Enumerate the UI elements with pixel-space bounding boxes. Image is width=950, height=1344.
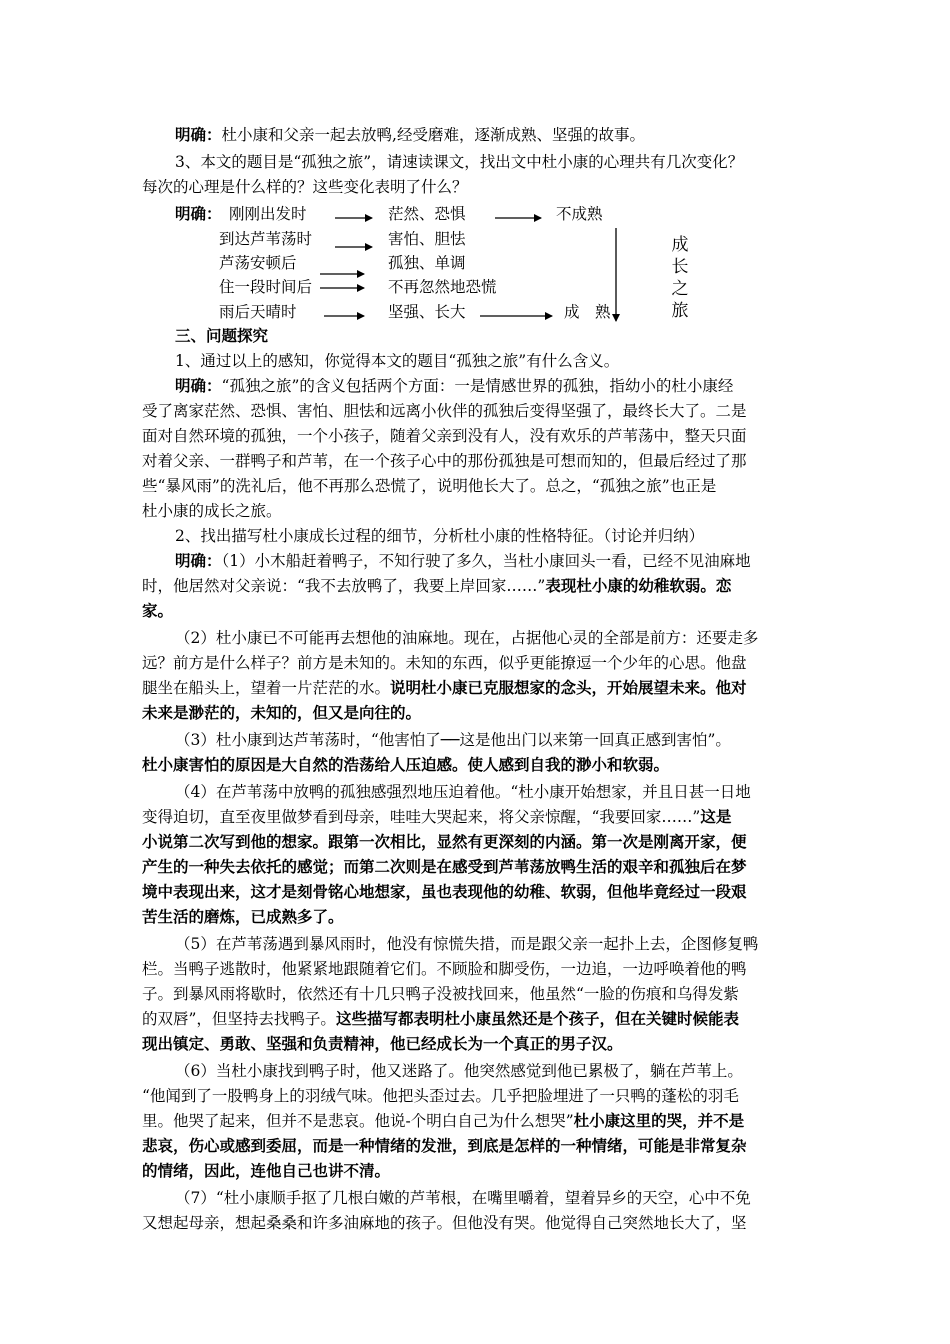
detail-analysis: 杜小康这里的哭，并不是 xyxy=(573,1111,745,1130)
detail-4-line: 境中表现出来，这才是刻骨铭心地想家，虽也表现他的幼稚、软弱，但他毕竟经过一段艰 xyxy=(142,882,747,901)
flow-stage: 住一段时间后 xyxy=(219,278,313,296)
flow-stage: 芦荡安顿后 xyxy=(219,254,297,272)
flow-stage: 刚刚出发时 xyxy=(229,205,307,223)
detail-analysis: 说明杜小康已克服想家的念头，开始展望未来。他对 xyxy=(390,678,747,697)
growth-journey-char: 成 xyxy=(671,235,689,255)
detail-1-line xyxy=(175,551,751,571)
flow-stage: 雨后天晴时 xyxy=(219,303,297,321)
answer-1-line xyxy=(175,376,733,396)
flow-feeling: 害怕、胆怯 xyxy=(388,230,466,248)
answer-text: “孤独之旅”的含义包括两个方面：一是情感世界的孤独，指幼小的杜小康经 xyxy=(221,377,734,395)
detail-5-line: 栏。当鸭子逃散时，他紧紧地跟随着它们。不顾脸和脚受伤，一边追，一边呼唤着他的鸭 xyxy=(142,960,747,978)
detail-4-line: 产生的一种失去依托的感觉；而第二次则是在感受到芦苇荡放鸭生活的艰辛和孤独后在梦 xyxy=(142,857,747,876)
detail-5-line: 现出镇定、勇敢、坚强和负责精神，他已经成长为一个真正的男子汉。 xyxy=(142,1034,623,1053)
flow-start-state: 不成熟 xyxy=(556,205,603,223)
detail-analysis: 这是 xyxy=(700,807,732,826)
detail-4-line: 小说第二次写到他的想家。跟第一次相比，显然有更深刻的内涵。第一次是刚离开家，便 xyxy=(142,832,747,851)
detail-text: 变得迫切，直至夜里做梦看到母亲，哇哇大哭起来，将父亲惊醒，“我要回家……” xyxy=(142,808,701,826)
detail-4-line: 苦生活的磨炼，已成熟多了。 xyxy=(142,907,344,926)
detail-5-line: （5）在芦苇荡遇到暴风雨时，他没有惊慌失措，而是跟父亲一起扑上去，企图修复鸭 xyxy=(175,935,759,953)
flow-answer-label: 明确： xyxy=(175,204,222,223)
answer-1-line: 杜小康的成长之旅。 xyxy=(142,502,282,520)
detail-5-line: 子。到暴风雨将歇时，依然还有十几只鸭子没被找回来，他虽然“一脸的伤痕和乌得发紫 xyxy=(142,985,739,1003)
question-2: 2、找出描写杜小康成长过程的细节，分析杜小康的性格特征。（讨论并归纳） xyxy=(175,527,705,545)
detail-6-line: 的情绪，因此，连他自己也讲不清。 xyxy=(142,1161,391,1180)
detail-text: 时，他居然对父亲说：“我不去放鸭了，我要上岸回家……” xyxy=(142,577,546,595)
detail-6-line: （6）当杜小康找到鸭子时，他又迷路了。他突然感觉到他已累极了，躺在芦苇上。 xyxy=(175,1062,743,1080)
flow-feeling: 不再忽然地恐慌 xyxy=(388,278,497,296)
detail-6-line: 悲哀，伤心或感到委屈，而是一种情绪的发泄，到底是怎样的一种情绪，可能是非常复杂 xyxy=(142,1136,747,1155)
question-3-line-2: 每次的心理是什么样的？这些变化表明了什么？ xyxy=(142,178,468,196)
detail-4-line xyxy=(142,807,731,827)
detail-3-line: （3）杜小康到达芦苇荡时，“他害怕了──这是他出门以来第一回真正感到害怕”。 xyxy=(175,731,731,749)
detail-5-line xyxy=(142,1009,739,1029)
flow-stage: 到达芦苇荡时 xyxy=(219,230,313,248)
section-title: 三、问题探究 xyxy=(175,326,269,345)
detail-6-line xyxy=(142,1111,744,1131)
detail-7-line: 又想起母亲，想起桑桑和许多油麻地的孩子。但他没有哭。他觉得自己突然地长大了，坚 xyxy=(142,1214,747,1232)
growth-journey-char: 之 xyxy=(671,279,689,299)
detail-text: 腿坐在船头上，望着一片茫茫的水。 xyxy=(142,679,391,697)
flow-arrows xyxy=(0,0,950,400)
detail-analysis: 表现杜小康的幼稚软弱。恋 xyxy=(545,576,732,595)
detail-4-line: （4）在芦苇荡中放鸭的孤独感强烈地压迫着他。“杜小康开始想家，并且日甚一日地 xyxy=(175,783,751,801)
answer-label: 明确： xyxy=(175,125,222,144)
detail-text: （1）小木船赶着鸭子，不知行驶了多久，当杜小康回头一看，已经不见油麻地 xyxy=(221,552,751,570)
detail-analysis: 这些描写都表明杜小康虽然还是个孩子，但在关键时候能表 xyxy=(335,1009,739,1028)
answer-1-line: 面对自然环境的孤独，一个小孩子，随着父亲到没有人，没有欢乐的芦苇荡中，整天只面 xyxy=(142,427,747,445)
answer-text: 杜小康和父亲一起去放鸭,经受磨难，逐渐成熟、坚强的故事。 xyxy=(221,126,645,144)
flow-feeling: 茫然、恐惧 xyxy=(388,205,466,223)
answer-1-line: 些“暴风雨”的洗礼后，他不再那么恐慌了，说明他长大了。总之，“孤独之旅”也正是 xyxy=(142,477,717,495)
detail-2-line: （2）杜小康已不可能再去想他的油麻地。现在，占据他心灵的全部是前方：还要走多 xyxy=(175,629,759,647)
detail-2-line: 未来是渺茫的，未知的，但又是向往的。 xyxy=(142,703,422,722)
detail-2-line xyxy=(142,678,747,698)
detail-1-line: 家。 xyxy=(142,601,174,620)
detail-6-line: “他闻到了一股鸭身上的羽绒气味。他把头歪过去。几乎把脸埋进了一只鸭的蓬松的羽毛 xyxy=(142,1087,739,1105)
question-3-line-1: 3、本文的题目是“孤独之旅”，请速读课文，找出文中杜小康的心理共有几次变化？ xyxy=(175,153,744,171)
detail-3-line: 杜小康害怕的原因是大自然的浩荡给人压迫感。使人感到自我的渺小和软弱。 xyxy=(142,755,670,774)
growth-journey-char: 旅 xyxy=(671,301,689,321)
answer-1-line: 对着父亲、一群鸭子和芦苇，在一个孩子心中的那份孤独是可想而知的，但最后经过了那 xyxy=(142,452,747,470)
flow-feeling: 孤独、单调 xyxy=(388,254,466,272)
flow-feeling: 坚强、长大 xyxy=(388,303,466,321)
flow-end-state: 成 熟 xyxy=(564,303,611,321)
answer-label: 明确： xyxy=(175,376,222,395)
answer-1-line: 受了离家茫然、恐惧、害怕、胆怯和远离小伙伴的孤独后变得坚强了，最终长大了。二是 xyxy=(142,402,747,420)
detail-text: 里。他哭了起来，但并不是悲哀。他说-个明白自己为什么想哭” xyxy=(142,1112,574,1130)
detail-2-line: 远？前方是什么样子？前方是未知的。未知的东西，似乎更能撩逗一个少年的心思。他盘 xyxy=(142,654,747,672)
detail-7-line: （7）“杜小康顺手抠了几根白嫩的芦苇根，在嘴里嚼着，望着异乡的天空，心中不免 xyxy=(175,1189,751,1207)
detail-1-line xyxy=(142,576,731,596)
question-1: 1、通过以上的感知，你觉得本文的题目“孤独之旅”有什么含义。 xyxy=(175,352,620,370)
answer-label: 明确： xyxy=(175,551,222,570)
growth-journey-char: 长 xyxy=(671,257,689,277)
detail-text: 的双唇”，但坚持去找鸭子。 xyxy=(142,1010,336,1028)
